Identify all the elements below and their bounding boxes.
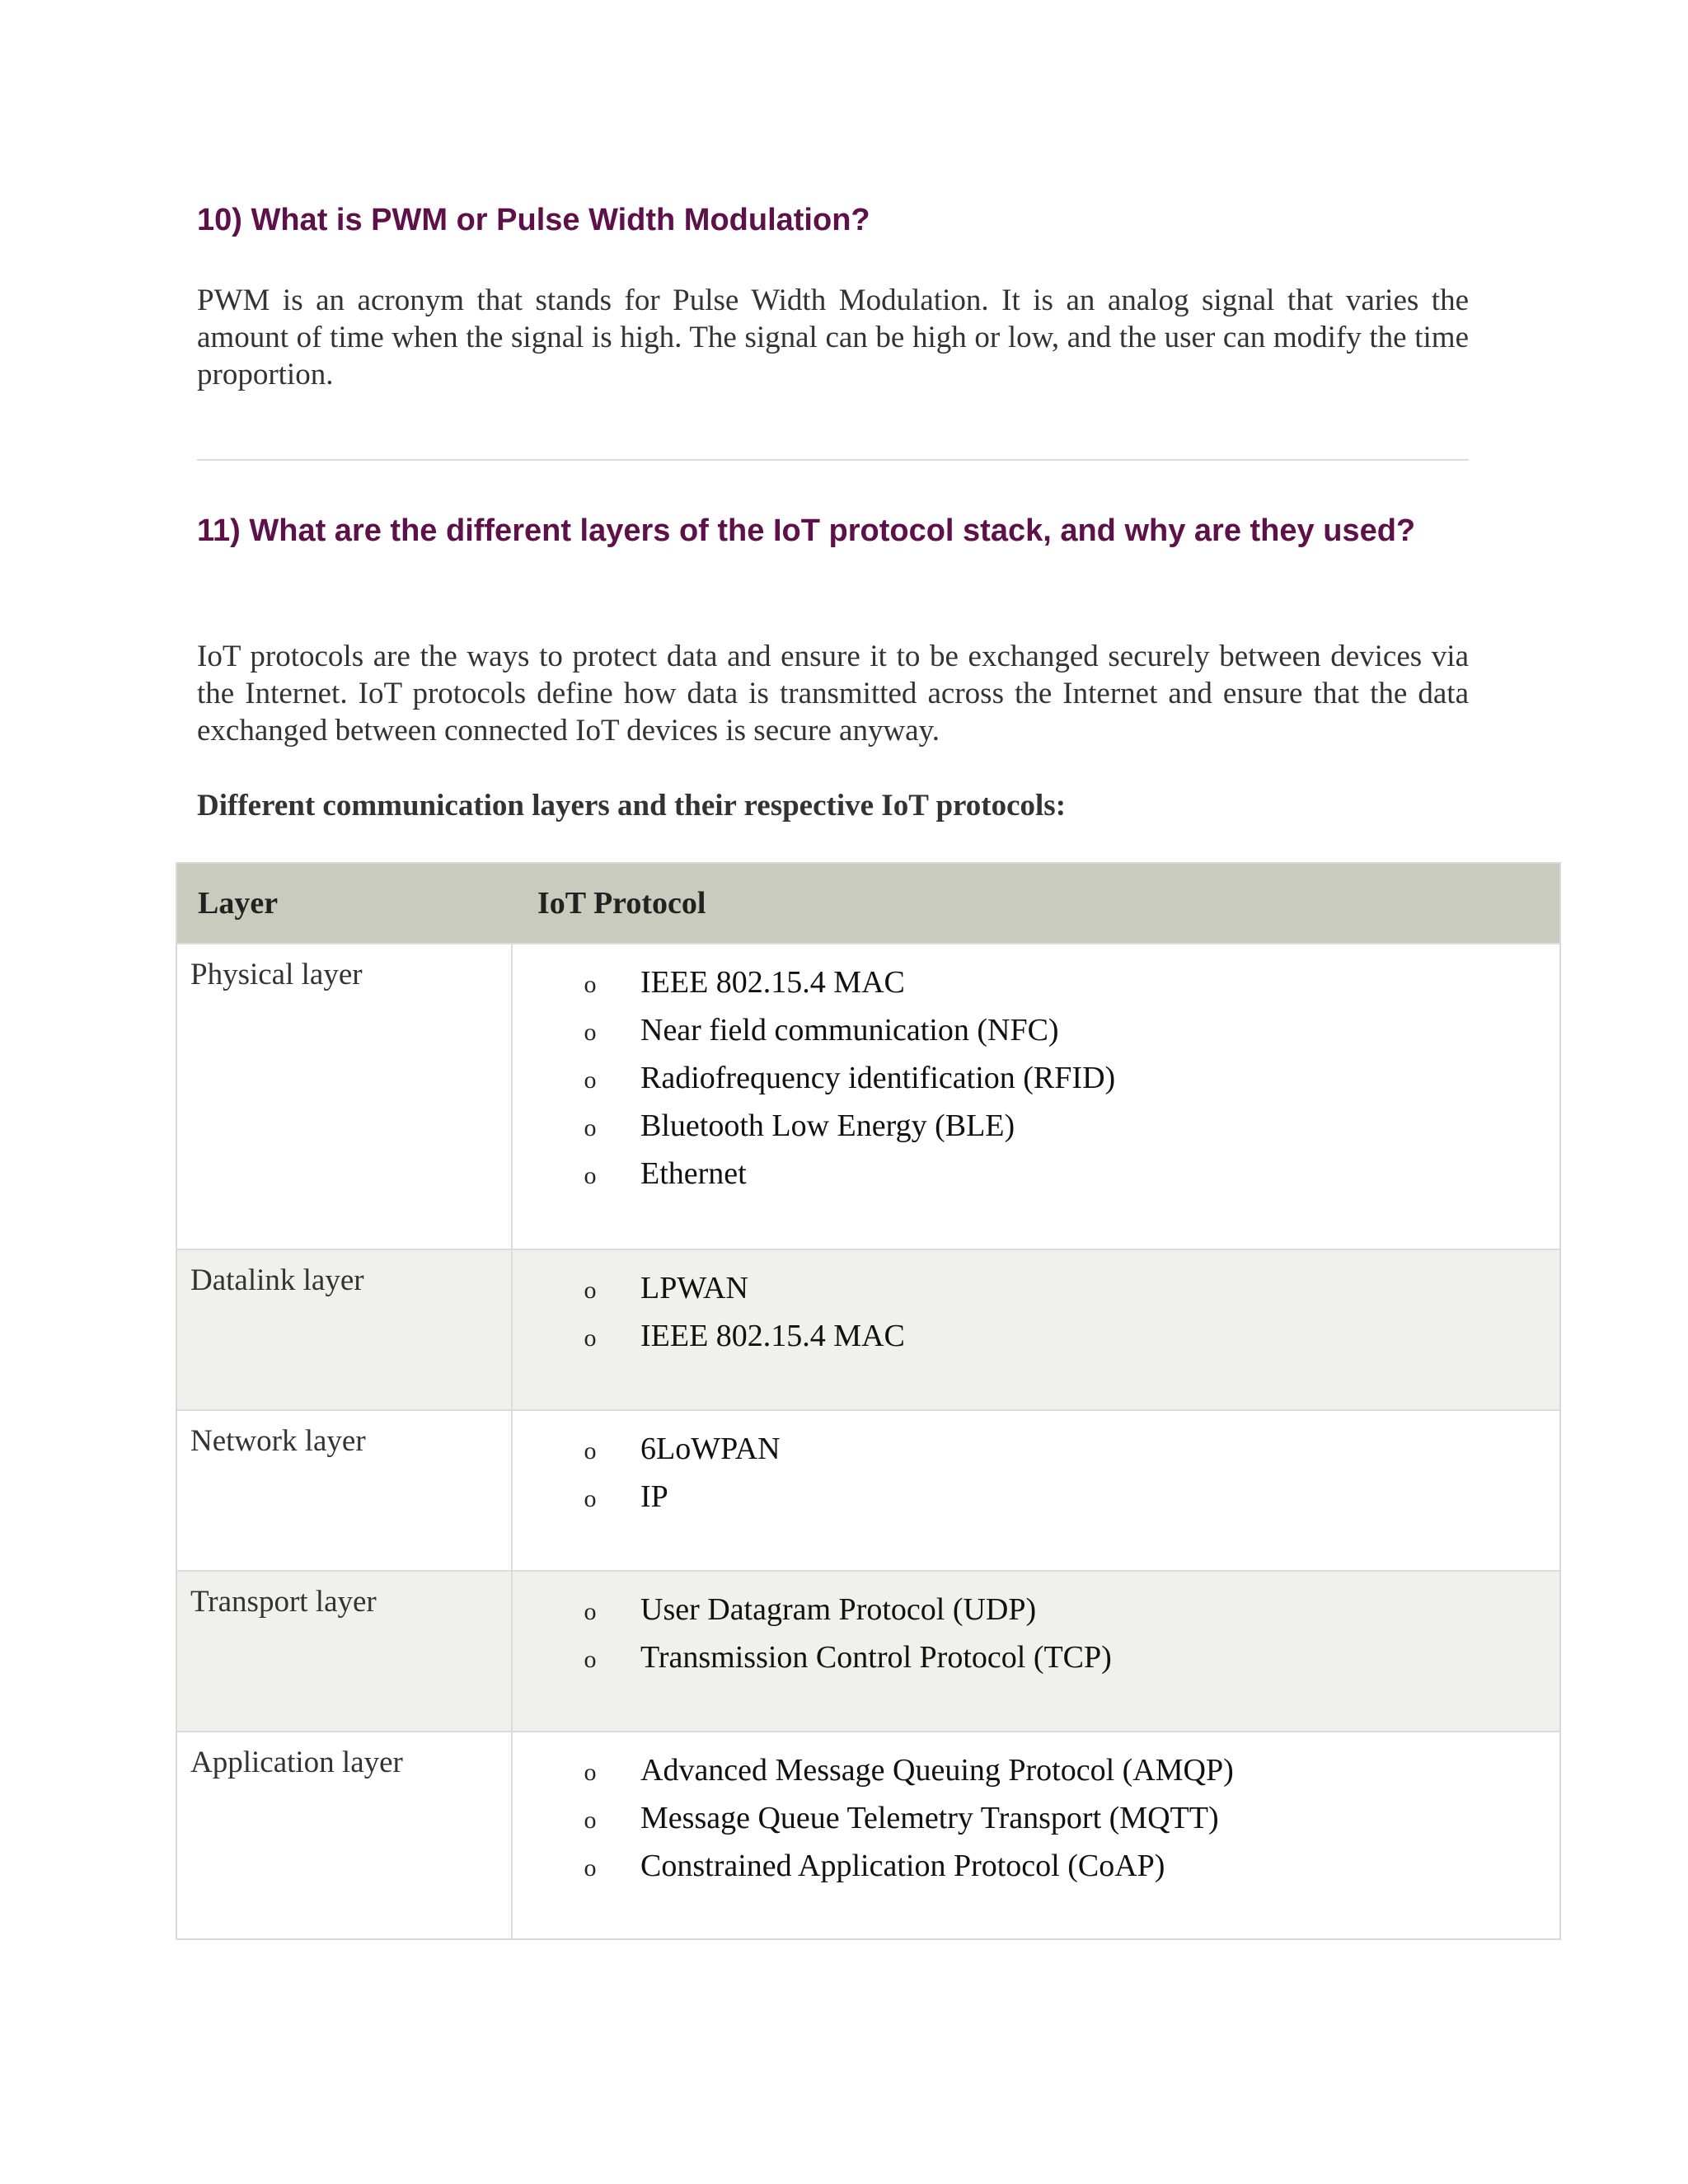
hollow-bullet-icon: o — [584, 1162, 597, 1189]
hollow-bullet-icon: o — [584, 1646, 597, 1673]
hollow-bullet-icon: o — [584, 971, 597, 998]
hollow-bullet-icon: o — [584, 1854, 597, 1882]
protocol-name: Message Queue Telemetry Transport (MQTT) — [640, 1801, 1219, 1835]
table-row — [177, 1570, 1559, 1731]
protocol-name: 6LoWPAN — [640, 1432, 781, 1466]
protocol-list — [513, 1752, 1559, 1896]
hollow-bullet-icon: o — [584, 1277, 597, 1304]
protocol-list-item — [513, 1155, 1559, 1203]
header-iot-protocol: IoT Protocol — [537, 886, 706, 921]
hollow-bullet-icon: o — [584, 1807, 597, 1834]
protocol-name: Ethernet — [640, 1156, 747, 1191]
protocol-list-item — [513, 1318, 1559, 1366]
iot-protocol-table — [176, 862, 1561, 1940]
protocol-list-item — [513, 1479, 1559, 1526]
section-divider — [197, 459, 1469, 461]
protocol-list — [513, 964, 1559, 1203]
protocol-list-item — [513, 1752, 1559, 1800]
table-body — [177, 943, 1559, 1938]
section-10-heading: 10) What is PWM or Pulse Width Modulation? — [197, 203, 870, 237]
protocol-name: IP — [640, 1479, 668, 1514]
hollow-bullet-icon: o — [584, 1485, 597, 1512]
protocol-name: Near field communication (NFC) — [640, 1013, 1059, 1047]
protocol-list-item — [513, 1270, 1559, 1318]
protocol-name: LPWAN — [640, 1271, 748, 1305]
protocol-list-item — [513, 1108, 1559, 1155]
hollow-bullet-icon: o — [584, 1324, 597, 1352]
layer-name-cell: Datalink layer — [177, 1250, 513, 1409]
protocols-cell — [513, 1572, 1559, 1731]
table-row — [177, 1409, 1559, 1570]
protocol-list — [513, 1591, 1559, 1687]
protocol-name: User Datagram Protocol (UDP) — [640, 1592, 1037, 1627]
protocol-name: Bluetooth Low Energy (BLE) — [640, 1108, 1015, 1143]
protocols-cell — [513, 1732, 1559, 1938]
protocol-list — [513, 1270, 1559, 1366]
protocol-list-item — [513, 1591, 1559, 1639]
section-10-paragraph: PWM is an acronym that stands for Pulse Width Modulation. It is an analog signal that varies the amount of time when the signal is high. The signal can be high or low, and the user can modify the time proportion. — [197, 284, 1469, 391]
hollow-bullet-icon: o — [584, 1437, 597, 1465]
protocol-list-item — [513, 1060, 1559, 1108]
protocol-list — [513, 1431, 1559, 1526]
table-row — [177, 1249, 1559, 1409]
section-11-paragraph: IoT protocols are the ways to protect data and ensure it to be exchanged securely between devices via the Internet. IoT protocols define how data is transmitted across the Internet and ensure that the data exchanged between connected IoT devices is secure anyway. — [197, 640, 1469, 748]
layer-name-cell: Physical layer — [177, 944, 513, 1249]
protocol-name: Advanced Message Queuing Protocol (AMQP) — [640, 1753, 1234, 1788]
protocol-name: IEEE 802.15.4 MAC — [640, 1319, 905, 1353]
table-row — [177, 1731, 1559, 1938]
table-row — [177, 943, 1559, 1249]
protocol-name: Constrained Application Protocol (CoAP) — [640, 1849, 1165, 1883]
protocol-list-item — [513, 1431, 1559, 1479]
hollow-bullet-icon: o — [584, 1066, 597, 1094]
protocols-cell — [513, 1411, 1559, 1570]
protocol-name: Transmission Control Protocol (TCP) — [640, 1640, 1112, 1675]
protocols-cell — [513, 944, 1559, 1249]
protocol-list-item — [513, 964, 1559, 1012]
hollow-bullet-icon: o — [584, 1019, 597, 1046]
protocol-name: IEEE 802.15.4 MAC — [640, 965, 905, 1000]
hollow-bullet-icon: o — [584, 1759, 597, 1786]
section-11-heading: 11) What are the different layers of the IoT protocol stack, and why are they used? — [197, 513, 1416, 548]
layer-name-cell: Application layer — [177, 1732, 513, 1938]
layer-name-cell: Transport layer — [177, 1572, 513, 1731]
layer-name-cell: Network layer — [177, 1411, 513, 1570]
protocol-list-item — [513, 1012, 1559, 1060]
hollow-bullet-icon: o — [584, 1114, 597, 1141]
table-intro-subheading: Different communication layers and their respective IoT protocols: — [197, 789, 1067, 823]
protocol-list-item — [513, 1639, 1559, 1687]
table-header-row — [177, 864, 1559, 943]
header-layer: Layer — [198, 886, 279, 921]
protocol-list-item — [513, 1848, 1559, 1896]
protocol-name: Radiofrequency identification (RFID) — [640, 1061, 1116, 1095]
protocols-cell — [513, 1250, 1559, 1409]
hollow-bullet-icon: o — [584, 1598, 597, 1625]
protocol-list-item — [513, 1800, 1559, 1848]
